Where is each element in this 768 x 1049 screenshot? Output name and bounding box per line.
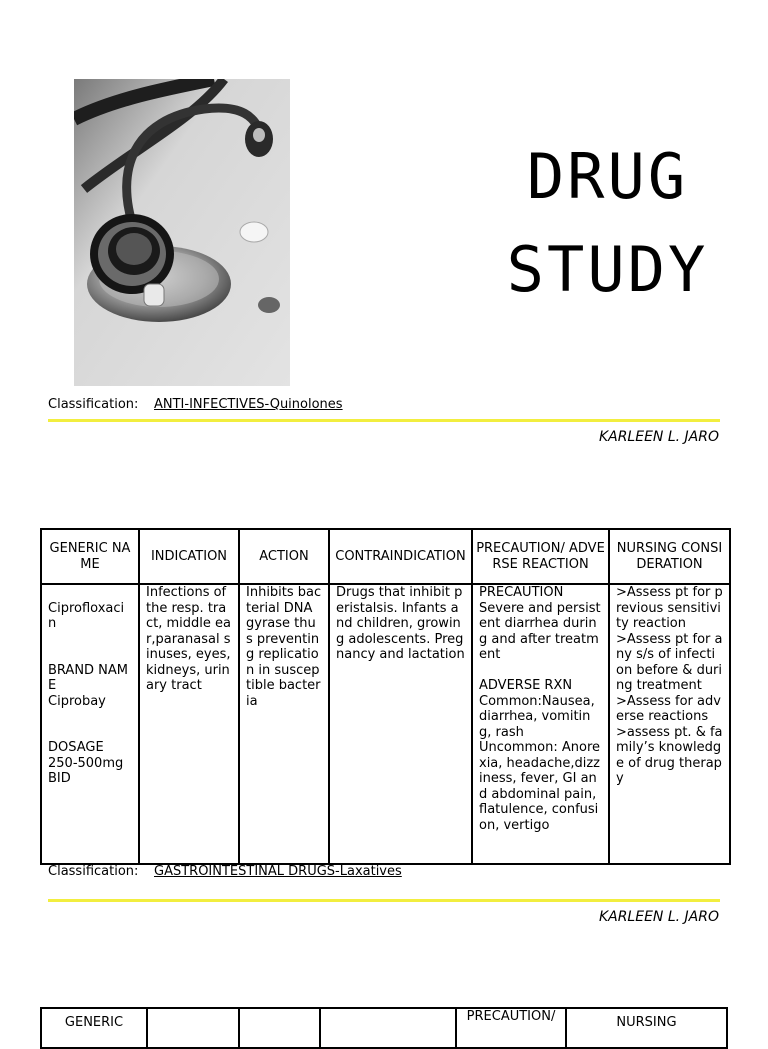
adverse-uncommon: Uncommon: Anorexia, headache,dizziness, fever, GI and abdominal pain, flatulence, confusion, vertigo [479, 740, 601, 833]
header-contraindication: CONTRAINDICATION [329, 529, 472, 584]
cell-precaution [472, 584, 609, 864]
yellow-divider [48, 899, 720, 902]
header-action: ACTION [239, 529, 329, 584]
header-empty [320, 1008, 456, 1048]
header-empty [147, 1008, 239, 1048]
author-name: KARLEEN L. JARO [598, 909, 719, 925]
header-precaution: PRECAUTION/ ADVERSE REACTION [472, 529, 609, 584]
generic-name: Ciprofloxacin [48, 600, 125, 631]
drug-table-2 [40, 1007, 728, 1049]
adverse-label: ADVERSE RXN [479, 678, 573, 693]
stethoscope-photo [74, 79, 290, 386]
nursing-item: >assess pt. & family’s knowledge of drug therapy [616, 724, 723, 786]
header-indication: INDICATION [139, 529, 239, 584]
cell-generic-name [41, 584, 139, 864]
author-name: KARLEEN L. JARO [598, 429, 719, 445]
nursing-item: >Assess pt for any s/s of infection before & during treatment [616, 631, 723, 693]
dosage-label: DOSAGE [48, 740, 104, 755]
header-generic-name: GENERIC NAME [41, 529, 139, 584]
classification-value: GASTROINTESTINAL DRUGS-Laxatives [154, 864, 402, 879]
header-empty [239, 1008, 320, 1048]
title-line-study: STUDY [506, 233, 709, 306]
brand-label: BRAND NAME [48, 662, 129, 693]
title-line-drug: DRUG [526, 140, 689, 213]
adverse-common: Common:Nausea, diarrhea, vomiting, rash [479, 693, 595, 740]
cell-action: Inhibits bacterial DNA gyrase thus preventing replication in susceptible bacteria [239, 584, 329, 864]
precaution-text: Severe and persistent diarrhea during and after treatment [479, 600, 601, 662]
header-nursing: NURSING [566, 1008, 727, 1048]
table-header-row [41, 529, 730, 584]
precaution-label: PRECAUTION [479, 585, 564, 600]
cell-indication: Infections of the resp. tract, middle ear,paranasal sinuses, eyes, kidneys, urinary tract [139, 584, 239, 864]
header-precaution: PRECAUTION/ [456, 1008, 566, 1048]
classification-row [48, 397, 343, 412]
drug-table [40, 528, 731, 865]
classification-label: Classification: [48, 864, 139, 879]
header-nursing-consideration: NURSING CONSIDERATION [609, 529, 730, 584]
nursing-item: >Assess pt for previous sensitivity reaction [616, 585, 723, 631]
page-title [490, 130, 725, 316]
yellow-divider [48, 419, 720, 422]
brand-name: Ciprobay [48, 693, 106, 709]
classification-row [48, 864, 402, 879]
header-generic: GENERIC [41, 1008, 147, 1048]
table-row [41, 584, 730, 864]
dosage-value: 250-500mg BID [48, 755, 124, 786]
classification-label: Classification: [48, 397, 139, 412]
cell-nursing-consideration [609, 584, 730, 864]
classification-value: ANTI-INFECTIVES-Quinolones [154, 397, 343, 412]
cell-contraindication: Drugs that inhibit peristalsis. Infants and children, growing adolescents. Pregnancy and lactation [329, 584, 472, 864]
table-header-row [41, 1008, 727, 1048]
nursing-item: >Assess for adverse reactions [616, 693, 721, 724]
